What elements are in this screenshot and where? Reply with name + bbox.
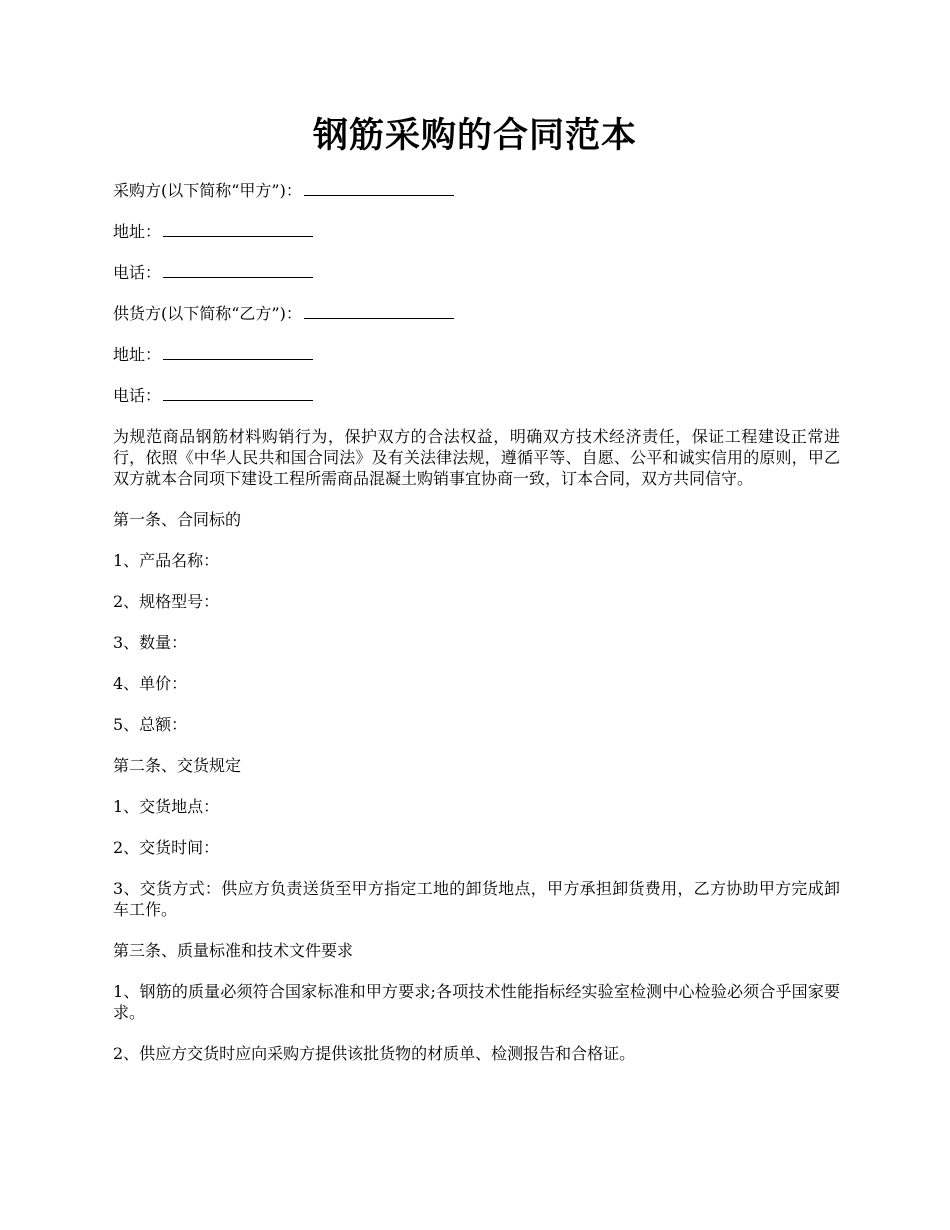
article1-item-5: 5、总额： [113,715,188,734]
buyer-label: 采购方(以下简称“甲方”)： [113,181,302,200]
article1-item-3: 3、数量： [113,633,188,652]
article1-item-4: 4、单价： [113,674,188,693]
article2-item-1: 1、交货地点： [113,797,220,816]
article2-heading: 第二条、交货规定 [113,756,242,775]
document-title: 钢筋采购的合同范本 [312,115,637,156]
intro-paragraph: 为规范商品钢筋材料购销行为，保护双方的合法权益，明确双方技术经济责任，保证工程建设正常进行，依照《中华人民共和国合同法》及有关法律法规，遵循平等、自愿、公平和诚实信用的原则，甲乙双方就本合同项下建设工程所需商品混凝土购销事宜协商一致，订本合同，双方共同信守。 [113,427,840,488]
article1-heading: 第一条、合同标的 [113,510,242,529]
document-body [113,180,840,1084]
buyer-address-line [113,221,840,242]
article2-item-3: 3、交货方式：供应方负责送货至甲方指定工地的卸货地点，甲方承担卸货费用，乙方协助甲方完成卸车工作。 [113,879,840,919]
seller-address-line [113,344,840,365]
seller-blank [304,303,454,319]
buyer-blank [304,180,454,196]
buyer-phone-label: 电话： [113,263,162,282]
buyer-address-blank [163,221,313,237]
seller-phone-blank [163,385,313,401]
seller-address-label: 地址： [113,345,162,364]
buyer-phone-blank [163,262,313,278]
article1-item-1: 1、产品名称： [113,551,220,570]
seller-phone-line [113,385,840,406]
article3-item-2: 2、供应方交货时应向采购方提供该批货物的材质单、检测报告和合格证。 [113,1044,636,1063]
buyer-address-label: 地址： [113,222,162,241]
seller-phone-label: 电话： [113,386,162,405]
article3-item-1: 1、钢筋的质量必须符合国家标准和甲方要求;各项技术性能指标经实验室检测中心检验必须合乎国家要求。 [113,982,840,1022]
seller-label: 供货方(以下简称“乙方”)： [113,304,302,323]
seller-line [113,303,840,324]
article2-item-2: 2、交货时间： [113,838,220,857]
article1-item-2: 2、规格型号： [113,592,220,611]
buyer-line [113,180,840,201]
buyer-phone-line [113,262,840,283]
article3-heading: 第三条、质量标准和技术文件要求 [113,941,354,960]
seller-address-blank [163,344,313,360]
